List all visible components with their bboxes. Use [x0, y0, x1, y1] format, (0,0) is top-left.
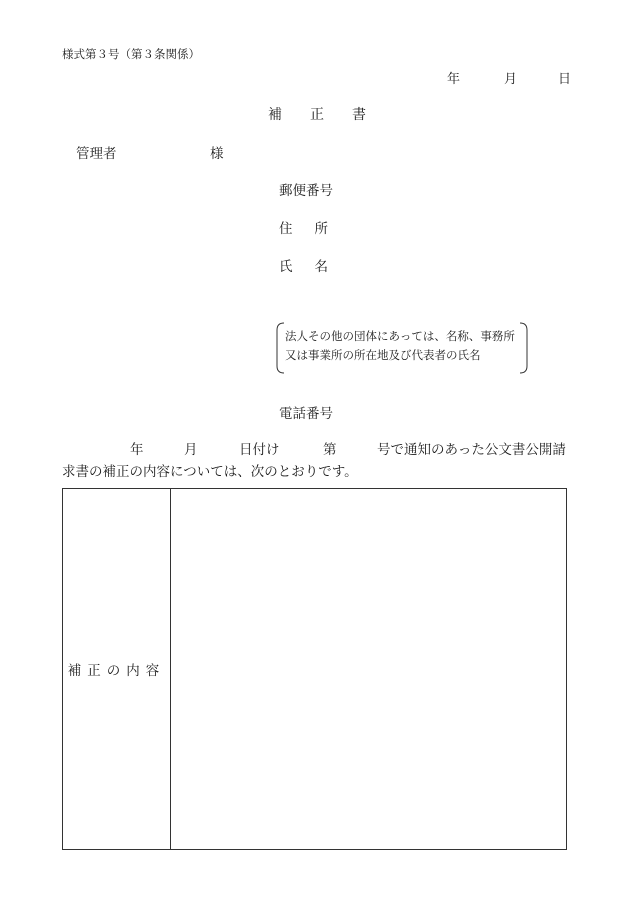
phone-label: 電話番号: [279, 406, 333, 422]
name-label: 氏名: [279, 259, 350, 275]
form-number: 様式第３号（第３条関係）: [62, 47, 200, 61]
corporation-note: [276, 322, 528, 374]
date-day: 日: [558, 72, 572, 87]
correction-table: [62, 488, 567, 850]
body-year: 年: [130, 442, 144, 458]
document-title: 補正書: [268, 107, 394, 123]
postal-code-label: 郵便番号: [279, 183, 333, 199]
correction-label: 補正の内容: [63, 489, 171, 849]
note-line-2: 又は事業所の所在地及び代表者の氏名: [285, 348, 481, 362]
address-label: 住所: [279, 221, 350, 237]
addressee: 管理者: [76, 146, 117, 162]
note-line-1: 法人その他の団体にあっては、名称、事務所: [285, 329, 515, 343]
body-line-2: 求書の補正の内容については、次のとおりです。: [62, 464, 358, 480]
body-number-prefix: 第: [323, 442, 337, 458]
date-year: 年: [447, 72, 461, 87]
body-dated: 日付け: [239, 442, 280, 458]
body-line-1-rest: 号で通知のあった公文書公開請: [377, 442, 566, 458]
honorific: 様: [210, 146, 224, 162]
correction-content[interactable]: [171, 489, 566, 849]
body-month: 月: [184, 442, 198, 458]
date-month: 月: [504, 72, 518, 87]
